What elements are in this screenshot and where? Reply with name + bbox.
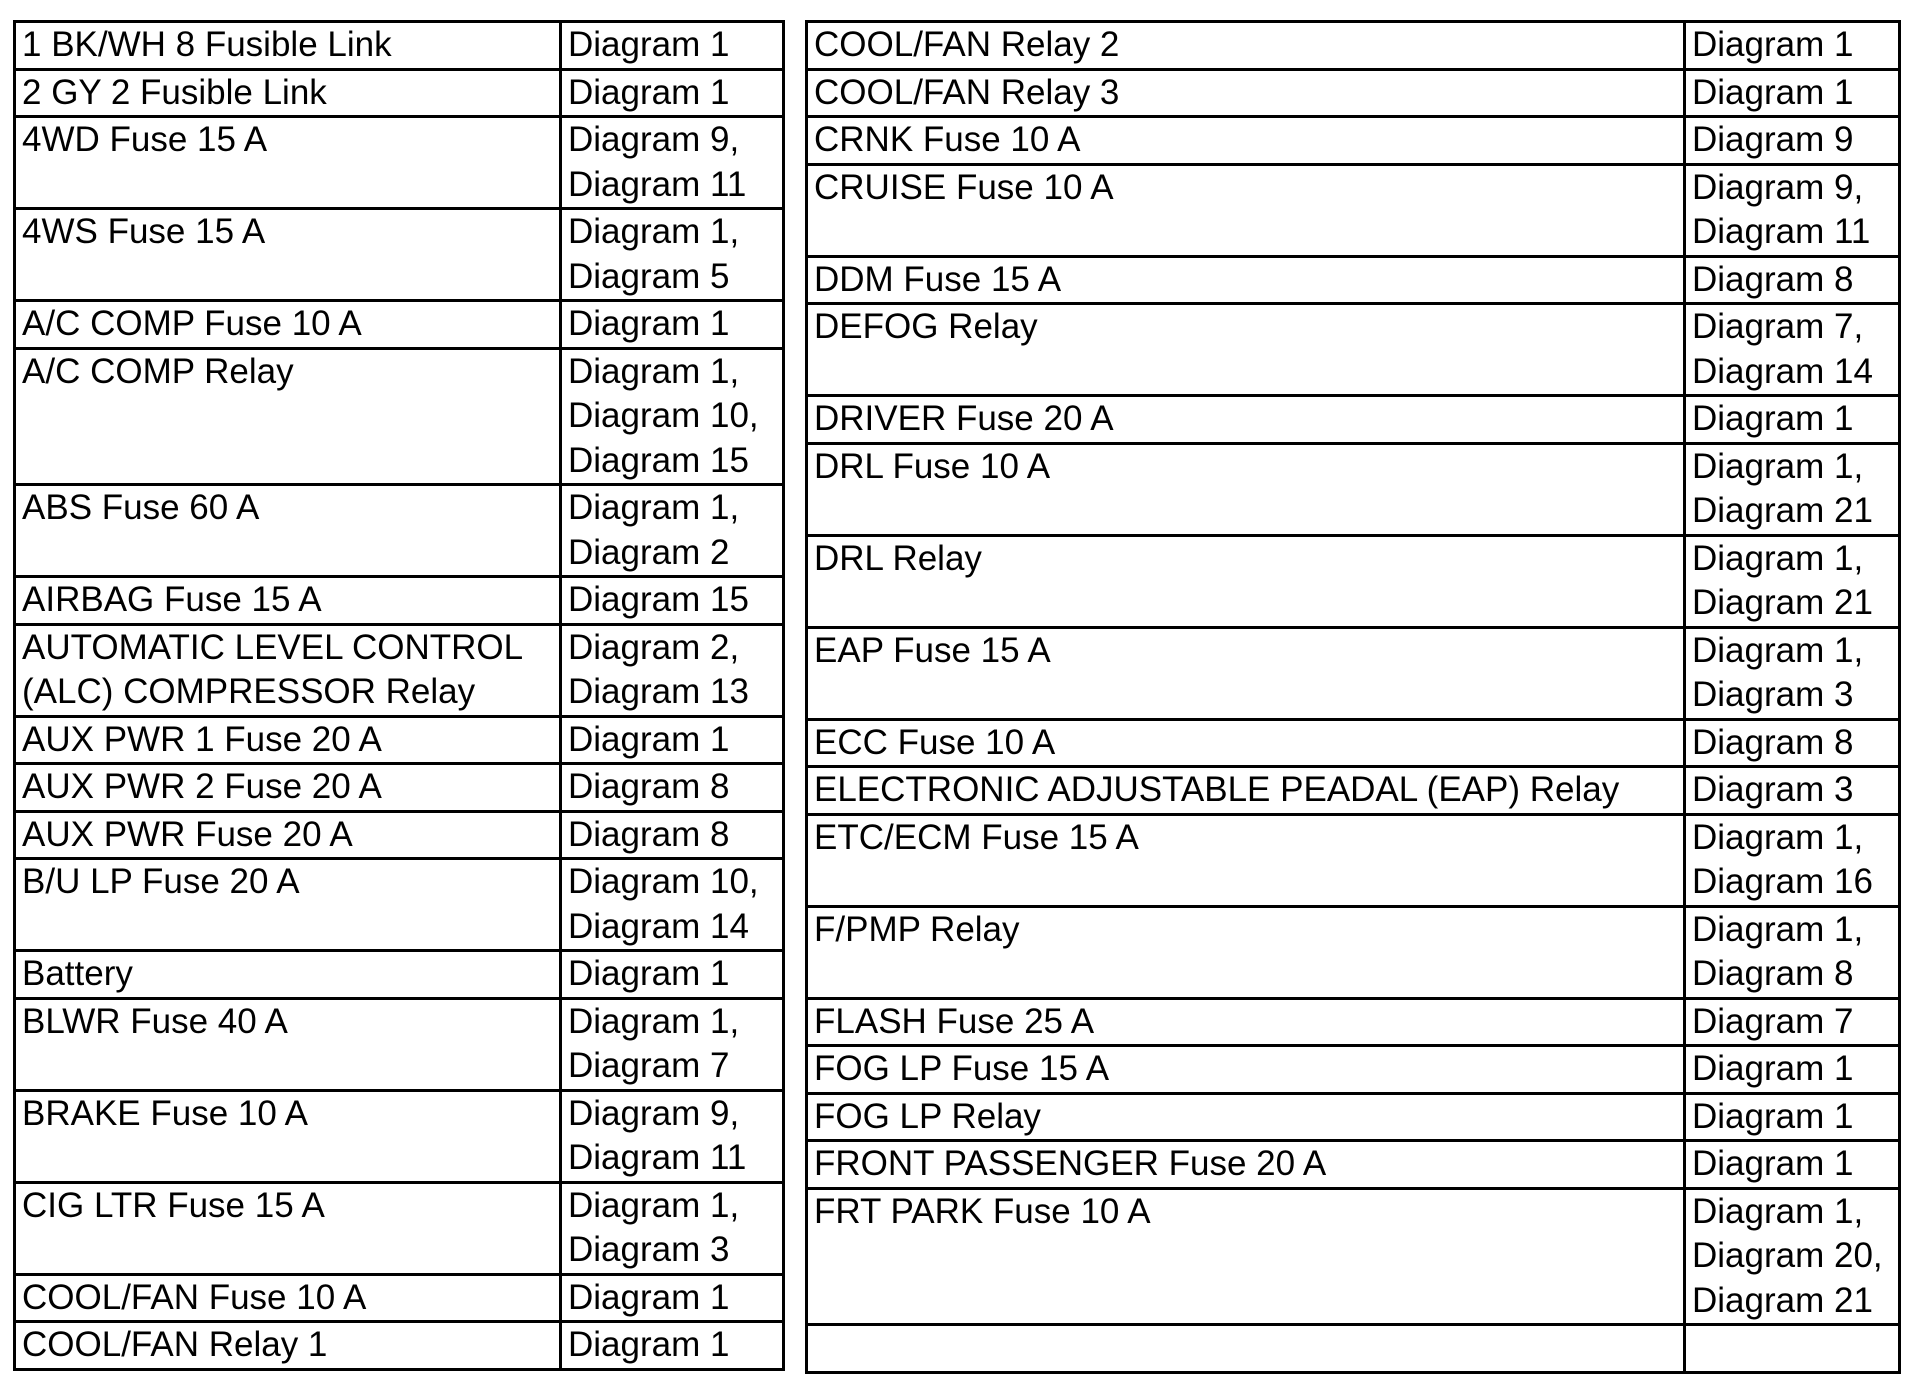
table-row bbox=[807, 304, 1900, 396]
component-name-cell: COOL/FAN Fuse 10 A bbox=[15, 1274, 561, 1322]
table-row bbox=[15, 69, 784, 117]
diagram-ref: Diagram 1 bbox=[568, 304, 730, 343]
diagram-ref: Diagram 10, bbox=[568, 396, 759, 435]
diagram-ref: Diagram 8 bbox=[568, 767, 730, 806]
component-name-cell: FLASH Fuse 25 A bbox=[807, 998, 1685, 1046]
component-name-cell: A/C COMP Relay bbox=[15, 348, 561, 485]
diagram-ref-cell bbox=[561, 22, 784, 70]
component-name-cell: BLWR Fuse 40 A bbox=[15, 998, 561, 1090]
diagram-ref: Diagram 1 bbox=[1692, 1096, 1854, 1136]
diagram-ref: Diagram 1 bbox=[1692, 25, 1854, 64]
table-row bbox=[807, 396, 1900, 444]
diagram-ref: Diagram 8 bbox=[1692, 259, 1854, 299]
component-name-cell: ETC/ECM Fuse 15 A bbox=[807, 814, 1685, 906]
diagram-ref-cell bbox=[1685, 906, 1900, 998]
component-name-cell: ECC Fuse 10 A bbox=[807, 719, 1685, 767]
diagram-ref-cell bbox=[1685, 1046, 1900, 1094]
table-row bbox=[15, 577, 784, 625]
component-name-cell: FOG LP Fuse 15 A bbox=[807, 1046, 1685, 1094]
diagram-ref: Diagram 1 bbox=[1692, 1049, 1854, 1088]
table-row bbox=[15, 1182, 784, 1274]
diagram-ref: Diagram 9, bbox=[568, 120, 740, 159]
component-name-cell: COOL/FAN Relay 2 bbox=[807, 22, 1685, 70]
diagram-ref: Diagram 21 bbox=[1692, 491, 1873, 530]
diagram-ref-cell bbox=[1685, 304, 1900, 396]
component-name-line: (ALC) COMPRESSOR Relay bbox=[22, 672, 476, 711]
diagram-ref: Diagram 8 bbox=[1692, 954, 1854, 993]
diagram-ref-cell bbox=[1685, 164, 1900, 256]
diagram-ref-cell bbox=[1685, 22, 1900, 70]
component-name-cell: Battery bbox=[15, 951, 561, 999]
component-name-cell: EAP Fuse 15 A bbox=[807, 627, 1685, 719]
diagram-ref: Diagram 3 bbox=[1692, 675, 1854, 714]
table-row bbox=[15, 764, 784, 812]
diagram-ref: Diagram 11 bbox=[568, 1138, 747, 1177]
table-row bbox=[15, 117, 784, 209]
diagram-ref-cell bbox=[561, 1274, 784, 1322]
component-name-cell: AUX PWR Fuse 20 A bbox=[15, 811, 561, 859]
table-row bbox=[807, 719, 1900, 767]
table-row bbox=[807, 906, 1900, 998]
diagram-ref: Diagram 3 bbox=[568, 1230, 730, 1269]
diagram-ref-cell bbox=[1685, 998, 1900, 1046]
diagram-ref-cell bbox=[561, 117, 784, 209]
diagram-ref: Diagram 21 bbox=[1692, 583, 1873, 622]
component-name-cell bbox=[15, 624, 561, 716]
component-name-cell: ELECTRONIC ADJUSTABLE PEADAL (EAP) Relay bbox=[807, 767, 1685, 815]
component-name-cell: FOG LP Relay bbox=[807, 1093, 1685, 1141]
component-name-cell: 2 GY 2 Fusible Link bbox=[15, 69, 561, 117]
component-name-cell: DRIVER Fuse 20 A bbox=[807, 396, 1685, 444]
component-name-cell: CRUISE Fuse 10 A bbox=[807, 164, 1685, 256]
diagram-ref: Diagram 14 bbox=[1692, 351, 1873, 391]
diagram-ref-cell bbox=[1685, 1188, 1900, 1325]
diagram-ref: Diagram 7 bbox=[568, 1046, 730, 1085]
diagram-ref-cell bbox=[561, 485, 784, 577]
diagram-ref: Diagram 1, bbox=[568, 212, 740, 251]
diagram-ref: Diagram 1, bbox=[1692, 446, 1864, 486]
table-row bbox=[15, 1274, 784, 1322]
component-name-cell: 4WS Fuse 15 A bbox=[15, 209, 561, 301]
diagram-ref: Diagram 8 bbox=[568, 814, 730, 854]
table-row bbox=[807, 767, 1900, 815]
diagram-ref: Diagram 1 bbox=[568, 1325, 730, 1364]
table-row bbox=[807, 164, 1900, 256]
table-row bbox=[807, 535, 1900, 627]
component-name-cell: COOL/FAN Relay 1 bbox=[15, 1322, 561, 1370]
diagram-ref-cell bbox=[1685, 814, 1900, 906]
diagram-ref: Diagram 1 bbox=[1692, 72, 1854, 112]
diagram-ref-cell bbox=[1685, 1141, 1900, 1189]
diagram-ref: Diagram 2 bbox=[568, 532, 730, 572]
table-row bbox=[807, 814, 1900, 906]
component-name-cell: ABS Fuse 60 A bbox=[15, 485, 561, 577]
diagram-ref-cell bbox=[1685, 69, 1900, 117]
component-name-cell: 4WD Fuse 15 A bbox=[15, 117, 561, 209]
diagram-ref: Diagram 1, bbox=[1692, 630, 1864, 670]
diagram-ref bbox=[1692, 1326, 1898, 1371]
table-row bbox=[807, 1325, 1900, 1373]
table-row bbox=[15, 301, 784, 349]
diagram-ref: Diagram 20, bbox=[1692, 1236, 1883, 1275]
table-row bbox=[15, 998, 784, 1090]
diagram-ref: Diagram 14 bbox=[568, 906, 749, 946]
diagram-ref-cell bbox=[561, 577, 784, 625]
fuse-index-table-right bbox=[805, 20, 1901, 1374]
table-row bbox=[15, 348, 784, 485]
component-name-cell: DRL Fuse 10 A bbox=[807, 443, 1685, 535]
table-row bbox=[807, 1046, 1900, 1094]
table-row bbox=[807, 627, 1900, 719]
diagram-ref: Diagram 1 bbox=[1692, 1144, 1854, 1183]
diagram-ref-cell bbox=[561, 301, 784, 349]
component-name-cell: AUX PWR 1 Fuse 20 A bbox=[15, 716, 561, 764]
diagram-ref: Diagram 1 bbox=[568, 1277, 730, 1317]
fuse-index-table-left bbox=[13, 20, 785, 1371]
diagram-ref: Diagram 7, bbox=[1692, 307, 1864, 346]
diagram-ref: Diagram 8 bbox=[1692, 722, 1854, 762]
table-row bbox=[807, 22, 1900, 70]
table-row bbox=[15, 951, 784, 999]
diagram-ref: Diagram 21 bbox=[1692, 1280, 1873, 1320]
table-row bbox=[807, 998, 1900, 1046]
component-name-cell: DDM Fuse 15 A bbox=[807, 256, 1685, 304]
diagram-ref: Diagram 1, bbox=[568, 351, 740, 391]
table-body bbox=[807, 22, 1900, 1373]
table-row bbox=[15, 716, 784, 764]
component-name-cell: AIRBAG Fuse 15 A bbox=[15, 577, 561, 625]
diagram-ref-cell bbox=[1685, 117, 1900, 165]
diagram-ref-cell bbox=[561, 209, 784, 301]
component-name-cell: A/C COMP Fuse 10 A bbox=[15, 301, 561, 349]
component-name-line: AUTOMATIC LEVEL CONTROL bbox=[22, 627, 524, 667]
component-name-cell: BRAKE Fuse 10 A bbox=[15, 1090, 561, 1182]
component-name-cell: CRNK Fuse 10 A bbox=[807, 117, 1685, 165]
diagram-ref: Diagram 5 bbox=[568, 256, 730, 296]
diagram-ref-cell bbox=[561, 716, 784, 764]
diagram-ref-cell bbox=[561, 1090, 784, 1182]
diagram-ref: Diagram 1, bbox=[568, 1185, 740, 1225]
table-row bbox=[15, 485, 784, 577]
diagram-ref: Diagram 1 bbox=[568, 954, 730, 993]
table-row bbox=[807, 443, 1900, 535]
diagram-ref-cell bbox=[561, 998, 784, 1090]
table-row bbox=[15, 209, 784, 301]
diagram-ref: Diagram 9, bbox=[1692, 167, 1864, 207]
diagram-ref-cell bbox=[1685, 396, 1900, 444]
component-name-cell: FRT PARK Fuse 10 A bbox=[807, 1188, 1685, 1325]
diagram-ref-cell bbox=[1685, 1093, 1900, 1141]
diagram-ref: Diagram 10, bbox=[568, 862, 759, 901]
diagram-ref: Diagram 9, bbox=[568, 1093, 740, 1133]
component-name-cell: CIG LTR Fuse 15 A bbox=[15, 1182, 561, 1274]
table-row bbox=[807, 256, 1900, 304]
diagram-ref: Diagram 7 bbox=[1692, 1001, 1854, 1041]
table-row bbox=[807, 1188, 1900, 1325]
diagram-ref: Diagram 1 bbox=[568, 72, 730, 112]
table-row bbox=[15, 1322, 784, 1370]
diagram-ref-cell bbox=[561, 951, 784, 999]
diagram-ref-cell bbox=[1685, 535, 1900, 627]
component-name-cell: F/PMP Relay bbox=[807, 906, 1685, 998]
component-name-cell: FRONT PASSENGER Fuse 20 A bbox=[807, 1141, 1685, 1189]
diagram-ref-cell bbox=[561, 764, 784, 812]
diagram-ref: Diagram 16 bbox=[1692, 862, 1873, 901]
diagram-ref-cell bbox=[1685, 767, 1900, 815]
diagram-ref: Diagram 1, bbox=[1692, 909, 1864, 949]
diagram-ref: Diagram 3 bbox=[1692, 770, 1854, 809]
diagram-ref-cell bbox=[561, 69, 784, 117]
table-row bbox=[15, 22, 784, 70]
table-row bbox=[15, 1090, 784, 1182]
diagram-ref: Diagram 1, bbox=[1692, 817, 1864, 857]
component-name-cell: DEFOG Relay bbox=[807, 304, 1685, 396]
component-name-cell: AUX PWR 2 Fuse 20 A bbox=[15, 764, 561, 812]
diagram-ref: Diagram 1 bbox=[1692, 399, 1854, 438]
diagram-ref: Diagram 9 bbox=[1692, 120, 1854, 159]
component-name-cell: DRL Relay bbox=[807, 535, 1685, 627]
diagram-ref: Diagram 1, bbox=[1692, 538, 1864, 578]
diagram-ref: Diagram 11 bbox=[568, 164, 747, 204]
component-name-cell: 1 BK/WH 8 Fusible Link bbox=[15, 22, 561, 70]
diagram-ref-cell bbox=[1685, 443, 1900, 535]
table-row bbox=[807, 1141, 1900, 1189]
diagram-ref: Diagram 15 bbox=[568, 580, 749, 619]
diagram-ref: Diagram 2, bbox=[568, 627, 740, 667]
diagram-ref: Diagram 1, bbox=[568, 488, 740, 527]
table-row bbox=[807, 117, 1900, 165]
table-row bbox=[807, 1093, 1900, 1141]
diagram-ref-cell bbox=[1685, 1325, 1900, 1373]
diagram-ref-cell bbox=[561, 348, 784, 485]
table-row bbox=[15, 811, 784, 859]
diagram-ref: Diagram 1, bbox=[568, 1001, 740, 1041]
diagram-ref-cell bbox=[561, 811, 784, 859]
table-row bbox=[807, 69, 1900, 117]
diagram-ref-cell bbox=[1685, 627, 1900, 719]
component-name-cell: COOL/FAN Relay 3 bbox=[807, 69, 1685, 117]
diagram-ref-cell bbox=[1685, 719, 1900, 767]
diagram-ref: Diagram 1 bbox=[568, 719, 730, 759]
diagram-ref: Diagram 1, bbox=[1692, 1191, 1864, 1231]
table-row bbox=[15, 859, 784, 951]
diagram-ref: Diagram 1 bbox=[568, 25, 730, 64]
component-name-cell: B/U LP Fuse 20 A bbox=[15, 859, 561, 951]
table-body bbox=[15, 22, 784, 1370]
diagram-ref-cell bbox=[561, 624, 784, 716]
diagram-ref: Diagram 13 bbox=[568, 672, 749, 711]
diagram-ref: Diagram 15 bbox=[568, 440, 749, 480]
diagram-ref-cell bbox=[561, 1182, 784, 1274]
table-row bbox=[15, 624, 784, 716]
diagram-ref: Diagram 11 bbox=[1692, 212, 1871, 251]
diagram-ref-cell bbox=[1685, 256, 1900, 304]
diagram-ref-cell bbox=[561, 1322, 784, 1370]
component-name-cell bbox=[807, 1325, 1685, 1373]
diagram-ref-cell bbox=[561, 859, 784, 951]
